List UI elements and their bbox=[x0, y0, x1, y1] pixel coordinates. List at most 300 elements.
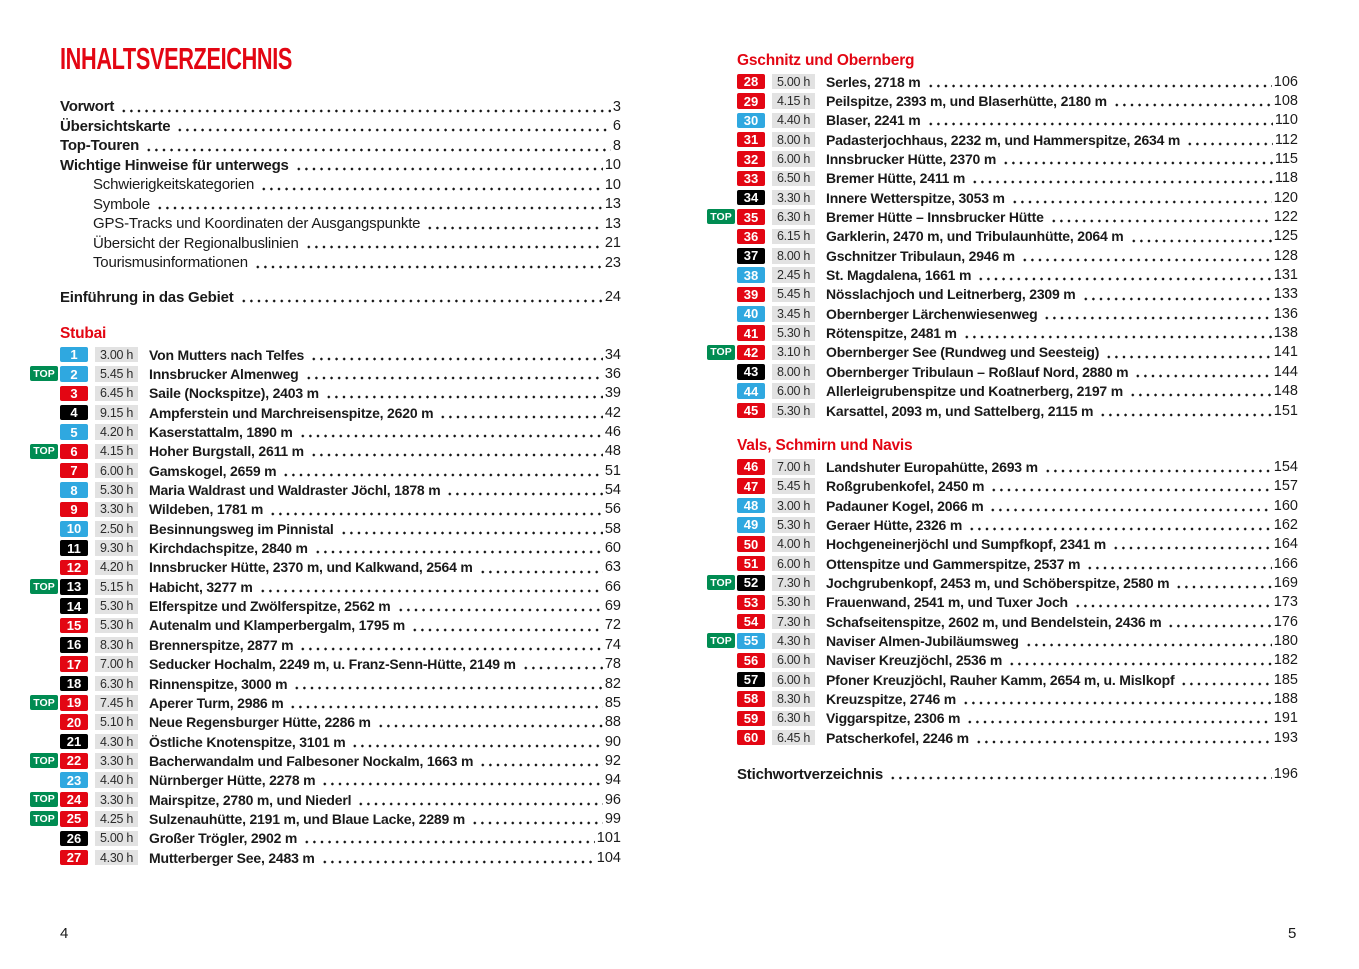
tour-duration: 7.30 h bbox=[772, 575, 815, 591]
dot-leader bbox=[445, 480, 602, 499]
tour-title: Naviser Almen-Jubiläumsweg bbox=[826, 632, 1019, 649]
tour-number-badge: 9 bbox=[60, 502, 88, 518]
tour-title: Ottenspitze und Gammerspitze, 2537 m bbox=[826, 555, 1081, 572]
dot-leader bbox=[1020, 246, 1272, 265]
toc-entry-page: 196 bbox=[1273, 766, 1298, 783]
tour-page: 69 bbox=[604, 598, 621, 615]
tour-entry bbox=[60, 384, 621, 403]
tour-title: Bacherwandalm und Falbesoner Nockalm, 1663 m bbox=[149, 752, 474, 769]
tour-title: Hoher Burgstall, 2611 m bbox=[149, 443, 304, 460]
tour-title: Patscherkofel, 2246 m bbox=[826, 729, 969, 746]
tour-title: Innsbrucker Almenweg bbox=[149, 366, 299, 383]
toc-entry-label: Schwierigkeitskategorien bbox=[93, 176, 255, 194]
dot-leader bbox=[304, 364, 603, 383]
tour-number-badge: 11 bbox=[60, 540, 88, 556]
tour-number-badge: 21 bbox=[60, 734, 88, 750]
tour-page: 110 bbox=[1274, 112, 1298, 129]
dot-leader bbox=[425, 214, 603, 234]
tour-title: Kirchdachspitze, 2840 m bbox=[149, 540, 308, 557]
dot-leader bbox=[339, 519, 603, 538]
tour-entry bbox=[33, 693, 621, 712]
tour-duration: 6.30 h bbox=[772, 209, 815, 225]
tour-entry bbox=[737, 362, 1298, 381]
tour-page: 39 bbox=[604, 385, 621, 402]
dot-leader bbox=[1111, 535, 1272, 554]
top-tour-badge: TOP bbox=[30, 695, 58, 710]
tour-page: 185 bbox=[1273, 671, 1298, 688]
tour-number-badge: 37 bbox=[737, 248, 765, 264]
dot-leader bbox=[410, 616, 603, 635]
dot-leader bbox=[288, 693, 602, 712]
tour-page: 138 bbox=[1273, 325, 1298, 342]
toc-entry-page: 24 bbox=[604, 289, 621, 306]
tour-title: Sulzenauhütte, 2191 m, und Blaue Lacke, 2289 m bbox=[149, 810, 466, 827]
tour-number-badge: 53 bbox=[737, 595, 765, 611]
section-heading: Gschnitz und Obernberg bbox=[737, 52, 915, 69]
tour-title: Peilspitze, 2393 m, und Blaserhütte, 2180 m bbox=[826, 93, 1107, 110]
toc-entry-page: 10 bbox=[604, 157, 621, 174]
dot-leader bbox=[1010, 188, 1272, 207]
dot-leader bbox=[144, 136, 611, 156]
dot-leader bbox=[1185, 130, 1273, 149]
tour-page: 96 bbox=[604, 791, 621, 808]
tour-duration: 6.00 h bbox=[772, 556, 815, 572]
tour-entry bbox=[737, 689, 1298, 708]
tour-entry bbox=[60, 480, 621, 499]
tour-title: Seducker Hochalm, 2249 m, u. Franz-Senn-Hütte, 2149 m bbox=[149, 656, 516, 673]
tour-duration: 4.40 h bbox=[772, 113, 815, 129]
tour-number-badge: 60 bbox=[737, 730, 765, 746]
tour-duration: 9.30 h bbox=[95, 540, 138, 556]
dot-leader bbox=[967, 515, 1272, 534]
toc-entry-page: 3 bbox=[612, 98, 621, 115]
toc-entry-label: Tourismusinformationen bbox=[93, 254, 248, 272]
dot-leader bbox=[1112, 91, 1272, 110]
tour-entry bbox=[60, 558, 621, 577]
tour-entry bbox=[737, 246, 1298, 265]
tour-duration: 7.45 h bbox=[95, 695, 138, 711]
tour-title: Nösslachjoch und Leitnerberg, 2309 m bbox=[826, 286, 1076, 303]
tour-entry bbox=[60, 829, 621, 848]
tour-number-badge: 18 bbox=[60, 676, 88, 692]
tour-title: Innsbrucker Hütte, 2370 m, und Kalkwand, 2564 m bbox=[149, 559, 473, 576]
tour-title: Besinnungsweg im Pinnistal bbox=[149, 520, 334, 537]
toc-entry-label: Wichtige Hinweise für unterwegs bbox=[60, 156, 289, 174]
tour-page: 144 bbox=[1273, 363, 1298, 380]
dot-leader bbox=[396, 596, 603, 615]
tour-entry bbox=[737, 72, 1298, 91]
dot-leader bbox=[302, 829, 595, 848]
dot-leader bbox=[988, 496, 1271, 515]
dot-leader bbox=[1073, 593, 1272, 612]
tour-page: 176 bbox=[1273, 613, 1298, 630]
tour-page: 188 bbox=[1273, 690, 1298, 707]
tour-duration: 4.30 h bbox=[95, 850, 138, 866]
toc-entry bbox=[60, 288, 621, 308]
toc-entry-page: 13 bbox=[604, 215, 621, 232]
tour-duration: 5.30 h bbox=[772, 403, 815, 419]
dot-leader bbox=[175, 117, 611, 137]
tour-title: Habicht, 3277 m bbox=[149, 578, 253, 595]
toc-entry-label: Top-Touren bbox=[60, 137, 140, 155]
toc-entry-label: Übersicht der Regionalbuslinien bbox=[93, 234, 299, 252]
tour-duration: 7.30 h bbox=[772, 614, 815, 630]
tour-entry bbox=[737, 728, 1298, 747]
tour-title: Bremer Hütte, 2411 m bbox=[826, 170, 966, 187]
tour-entry bbox=[737, 670, 1298, 689]
tour-number-badge: 45 bbox=[737, 403, 765, 419]
tour-duration: 6.15 h bbox=[772, 229, 815, 245]
tour-title: Gschnitzer Tribulaun, 2946 m bbox=[826, 247, 1015, 264]
tour-page: 42 bbox=[604, 404, 621, 421]
toc-entry-page: 6 bbox=[612, 118, 621, 135]
tour-title: Großer Trögler, 2902 m bbox=[149, 830, 298, 847]
toc-entry bbox=[60, 156, 621, 176]
top-tour-badge: TOP bbox=[30, 444, 58, 459]
tour-number-badge: 31 bbox=[737, 132, 765, 148]
tour-title: Hochgeneinerjöchl und Sumpfkopf, 2341 m bbox=[826, 536, 1107, 553]
dot-leader bbox=[304, 234, 603, 254]
dot-leader bbox=[320, 771, 603, 790]
tour-duration: 4.20 h bbox=[95, 560, 138, 576]
tour-entry bbox=[60, 519, 621, 538]
tour-entry bbox=[60, 461, 621, 480]
tour-number-badge: 29 bbox=[737, 93, 765, 109]
tour-entry bbox=[710, 207, 1298, 226]
tour-entry bbox=[737, 535, 1298, 554]
dot-leader bbox=[1129, 227, 1272, 246]
toc-entry bbox=[60, 214, 621, 234]
tour-duration: 5.30 h bbox=[772, 595, 815, 611]
tour-number-badge: 34 bbox=[737, 190, 765, 206]
tour-number-badge: 20 bbox=[60, 714, 88, 730]
tour-page: 133 bbox=[1273, 286, 1298, 303]
tour-duration: 2.50 h bbox=[95, 521, 138, 537]
tour-title: Obernberger Lärchenwiesenweg bbox=[826, 305, 1038, 322]
dot-leader bbox=[926, 111, 1273, 130]
tour-entry bbox=[33, 790, 621, 809]
toc-entry-label: GPS-Tracks und Koordinaten der Ausgangspunkte bbox=[93, 215, 421, 233]
tour-title: Allerleigrubenspitze und Koatnerberg, 2197 m bbox=[826, 383, 1123, 400]
tour-duration: 6.45 h bbox=[772, 730, 815, 746]
tour-duration: 7.00 h bbox=[772, 459, 815, 475]
tour-title: Serles, 2718 m bbox=[826, 73, 921, 90]
tour-duration: 4.30 h bbox=[772, 633, 815, 649]
toc-entry-page: 21 bbox=[604, 235, 621, 252]
top-tour-badge: TOP bbox=[30, 579, 58, 594]
tour-number-badge: 38 bbox=[737, 267, 765, 283]
tour-title: Obernberger See (Rundweg und Seesteig) bbox=[826, 344, 1100, 361]
dot-leader bbox=[1081, 285, 1272, 304]
tour-entry bbox=[737, 130, 1298, 149]
tour-title: Viggarspitze, 2306 m bbox=[826, 710, 961, 727]
dot-leader bbox=[298, 422, 603, 441]
tour-number-badge: 49 bbox=[737, 517, 765, 533]
tour-title: Östliche Knotenspitze, 3101 m bbox=[149, 733, 346, 750]
tour-entry bbox=[60, 848, 621, 867]
dot-leader bbox=[268, 500, 603, 519]
tour-title: Wildeben, 1781 m bbox=[149, 501, 264, 518]
tour-duration: 5.30 h bbox=[95, 598, 138, 614]
tour-page: 74 bbox=[604, 636, 621, 653]
tour-duration: 5.00 h bbox=[772, 74, 815, 90]
top-tour-badge: TOP bbox=[707, 575, 735, 590]
tour-entry bbox=[737, 91, 1298, 110]
tour-number-badge: 51 bbox=[737, 556, 765, 572]
dot-leader bbox=[888, 764, 1272, 784]
dot-leader bbox=[313, 538, 603, 557]
tour-title: Roßgrubenkofel, 2450 m bbox=[826, 478, 985, 495]
tour-page: 115 bbox=[1274, 151, 1298, 168]
tour-entry bbox=[60, 771, 621, 790]
dot-leader bbox=[926, 72, 1272, 91]
tour-number-badge: 36 bbox=[737, 229, 765, 245]
dot-leader bbox=[989, 477, 1272, 496]
tour-duration: 3.30 h bbox=[95, 753, 138, 769]
tour-number-badge: 33 bbox=[737, 171, 765, 187]
toc-entry-page: 8 bbox=[612, 137, 621, 154]
tour-number-badge: 25 bbox=[60, 811, 88, 827]
tour-number-badge: 47 bbox=[737, 478, 765, 494]
tour-title: Karsattel, 2093 m, und Sattelberg, 2115 m bbox=[826, 402, 1094, 419]
tour-entry bbox=[60, 403, 621, 422]
dot-leader bbox=[1085, 554, 1272, 573]
tour-number-badge: 24 bbox=[60, 792, 88, 808]
tour-duration: 4.40 h bbox=[95, 772, 138, 788]
tour-duration: 4.30 h bbox=[95, 734, 138, 750]
tour-page: 157 bbox=[1273, 478, 1298, 495]
tour-number-badge: 22 bbox=[60, 753, 88, 769]
tour-title: Maria Waldrast und Waldraster Jöchl, 1878 m bbox=[149, 482, 441, 499]
toc-entry-label: Einführung in das Gebiet bbox=[60, 288, 234, 306]
toc-entry bbox=[60, 253, 621, 273]
tour-title: Garklerin, 2470 m, und Tribulaunhütte, 2064 m bbox=[826, 228, 1124, 245]
dot-leader bbox=[478, 751, 603, 770]
tour-page: 92 bbox=[604, 752, 621, 769]
tour-duration: 5.30 h bbox=[772, 517, 815, 533]
dot-leader bbox=[478, 558, 603, 577]
tour-entry bbox=[737, 401, 1298, 420]
dot-leader bbox=[1166, 612, 1271, 631]
tour-number-badge: 59 bbox=[737, 711, 765, 727]
tour-number-badge: 23 bbox=[60, 772, 88, 788]
tour-page: 154 bbox=[1273, 458, 1298, 475]
tour-entry bbox=[60, 538, 621, 557]
tour-title: Innsbrucker Hütte, 2370 m bbox=[826, 151, 997, 168]
tour-page: 162 bbox=[1273, 516, 1298, 533]
tour-entry bbox=[737, 169, 1298, 188]
tour-title: Neue Regensburger Hütte, 2286 m bbox=[149, 714, 371, 731]
tour-entry bbox=[737, 477, 1298, 496]
tour-entry bbox=[60, 713, 621, 732]
tour-number-badge: 27 bbox=[60, 850, 88, 866]
tour-number-badge: 26 bbox=[60, 831, 88, 847]
tour-entry bbox=[737, 457, 1298, 476]
tour-entry bbox=[33, 751, 621, 770]
toc-entry bbox=[60, 97, 621, 117]
dot-leader bbox=[1179, 670, 1271, 689]
top-tour-badge: TOP bbox=[30, 753, 58, 768]
tour-page: 151 bbox=[1273, 402, 1298, 419]
tour-entry bbox=[60, 674, 621, 693]
dot-leader bbox=[976, 265, 1272, 284]
dot-leader bbox=[309, 442, 603, 461]
tour-page: 90 bbox=[604, 733, 621, 750]
left-page-column bbox=[33, 41, 621, 867]
tour-entry bbox=[737, 554, 1298, 573]
dot-leader bbox=[1007, 651, 1272, 670]
dot-leader bbox=[1098, 401, 1272, 420]
tour-duration: 6.30 h bbox=[95, 676, 138, 692]
tour-duration: 6.00 h bbox=[772, 383, 815, 399]
tour-entry bbox=[710, 631, 1298, 650]
tour-number-badge: 44 bbox=[737, 383, 765, 399]
tour-title: Naviser Kreuzjöchl, 2536 m bbox=[826, 652, 1003, 669]
toc-entry-page: 23 bbox=[604, 254, 621, 271]
dot-leader bbox=[309, 345, 603, 364]
tour-title: Mutterberger See, 2483 m bbox=[149, 849, 315, 866]
tour-title: Mairspitze, 2780 m, und Niederl bbox=[149, 791, 352, 808]
tour-title: Innere Wetterspitze, 3053 m bbox=[826, 189, 1005, 206]
tour-duration: 3.30 h bbox=[772, 190, 815, 206]
dot-leader bbox=[239, 288, 603, 308]
tour-page: 56 bbox=[604, 501, 621, 518]
tour-duration: 8.00 h bbox=[772, 248, 815, 264]
toc-entry bbox=[60, 234, 621, 254]
tour-title: Geraer Hütte, 2326 m bbox=[826, 516, 963, 533]
section-heading: Stubai bbox=[60, 325, 107, 342]
tour-entry bbox=[60, 422, 621, 441]
tour-duration: 5.45 h bbox=[772, 287, 815, 303]
tour-duration: 3.30 h bbox=[95, 792, 138, 808]
tour-duration: 8.30 h bbox=[95, 637, 138, 653]
tour-number-badge: 40 bbox=[737, 306, 765, 322]
tour-page: 34 bbox=[604, 346, 621, 363]
left-column-sections bbox=[33, 325, 621, 867]
tour-number-badge: 32 bbox=[737, 151, 765, 167]
tour-title: Saile (Nockspitze), 2403 m bbox=[149, 385, 319, 402]
tour-title: Schafseitenspitze, 2602 m, und Bendelstein, 2436 m bbox=[826, 613, 1162, 630]
tour-number-badge: 15 bbox=[60, 618, 88, 634]
tour-number-badge: 17 bbox=[60, 656, 88, 672]
tour-page: 164 bbox=[1273, 536, 1298, 553]
tour-duration: 5.15 h bbox=[95, 579, 138, 595]
tour-number-badge: 58 bbox=[737, 691, 765, 707]
tour-title: Aperer Turm, 2986 m bbox=[149, 694, 284, 711]
top-tour-badge: TOP bbox=[707, 345, 735, 360]
dot-leader bbox=[292, 674, 602, 693]
tour-duration: 6.00 h bbox=[772, 672, 815, 688]
tour-duration: 3.00 h bbox=[772, 498, 815, 514]
tour-title: Von Mutters nach Telfes bbox=[149, 346, 305, 363]
tour-duration: 9.15 h bbox=[95, 405, 138, 421]
tour-page: 66 bbox=[604, 578, 621, 595]
tour-entry bbox=[737, 285, 1298, 304]
section-heading: Vals, Schmirn und Navis bbox=[737, 437, 913, 455]
tour-entry bbox=[737, 149, 1298, 168]
tour-duration: 6.50 h bbox=[772, 171, 815, 187]
tour-duration: 3.30 h bbox=[95, 502, 138, 518]
tour-title: Rinnenspitze, 3000 m bbox=[149, 675, 288, 692]
tour-page: 128 bbox=[1273, 247, 1298, 264]
tour-page: 46 bbox=[604, 424, 621, 441]
tour-duration: 7.00 h bbox=[95, 656, 138, 672]
tour-page: 94 bbox=[604, 772, 621, 789]
tour-duration: 3.45 h bbox=[772, 306, 815, 322]
tour-title: St. Magdalena, 1661 m bbox=[826, 267, 972, 284]
tour-title: Gamskogel, 2659 m bbox=[149, 462, 277, 479]
tour-page: 120 bbox=[1273, 189, 1298, 206]
tour-duration: 5.45 h bbox=[95, 366, 138, 382]
tour-entry bbox=[710, 573, 1298, 592]
tour-page: 63 bbox=[604, 559, 621, 576]
dot-leader bbox=[376, 713, 603, 732]
tour-page: 173 bbox=[1273, 594, 1298, 611]
tour-number-badge: 50 bbox=[737, 536, 765, 552]
toc-entry-page: 10 bbox=[604, 176, 621, 193]
tour-entry bbox=[60, 596, 621, 615]
tour-page: 169 bbox=[1273, 574, 1298, 591]
tour-number-badge: 46 bbox=[737, 459, 765, 475]
toc-entry-label: Vorwort bbox=[60, 98, 115, 116]
tour-number-badge: 54 bbox=[737, 614, 765, 630]
dot-leader bbox=[281, 461, 603, 480]
tour-page: 122 bbox=[1273, 209, 1298, 226]
tour-duration: 4.25 h bbox=[95, 811, 138, 827]
tour-duration: 6.00 h bbox=[95, 463, 138, 479]
top-tour-badge: TOP bbox=[707, 209, 735, 224]
tour-page: 125 bbox=[1273, 228, 1298, 245]
right-page-column bbox=[710, 52, 1298, 784]
toc-entry-label: Übersichtskarte bbox=[60, 117, 171, 135]
toc-entry bbox=[60, 117, 621, 137]
dot-leader bbox=[294, 156, 603, 176]
tour-entry bbox=[60, 500, 621, 519]
tour-page: 106 bbox=[1273, 73, 1298, 90]
toc-entry bbox=[737, 764, 1298, 784]
tour-duration: 8.00 h bbox=[772, 132, 815, 148]
dot-leader bbox=[1042, 304, 1271, 323]
dot-leader bbox=[320, 848, 595, 867]
tour-page: 160 bbox=[1273, 497, 1298, 514]
tour-title: Nürnberger Hütte, 2278 m bbox=[149, 772, 316, 789]
tour-entry bbox=[737, 651, 1298, 670]
tour-number-badge: 52 bbox=[737, 575, 765, 591]
tour-title: Elferspitze und Zwölferspitze, 2562 m bbox=[149, 598, 391, 615]
toc-entry bbox=[60, 195, 621, 215]
dot-leader bbox=[155, 195, 603, 215]
tour-duration: 6.30 h bbox=[772, 711, 815, 727]
dot-leader bbox=[253, 253, 603, 273]
tour-title: Ampferstein und Marchreisenspitze, 2620 m bbox=[149, 404, 434, 421]
top-tour-badge: TOP bbox=[30, 792, 58, 807]
tour-page: 54 bbox=[604, 482, 621, 499]
tour-number-badge: 7 bbox=[60, 463, 88, 479]
dot-leader bbox=[1049, 207, 1272, 226]
tour-page: 118 bbox=[1274, 170, 1298, 187]
dot-leader bbox=[438, 403, 603, 422]
tour-number-badge: 13 bbox=[60, 579, 88, 595]
toc-entry-label: Symbole bbox=[93, 195, 150, 213]
tour-number-badge: 19 bbox=[60, 695, 88, 711]
tour-duration: 4.15 h bbox=[772, 93, 815, 109]
tour-page: 82 bbox=[604, 675, 621, 692]
tour-entry bbox=[33, 442, 621, 461]
tour-duration: 6.00 h bbox=[772, 151, 815, 167]
dot-leader bbox=[119, 97, 611, 117]
dot-leader bbox=[961, 689, 1272, 708]
tour-entry bbox=[737, 709, 1298, 728]
